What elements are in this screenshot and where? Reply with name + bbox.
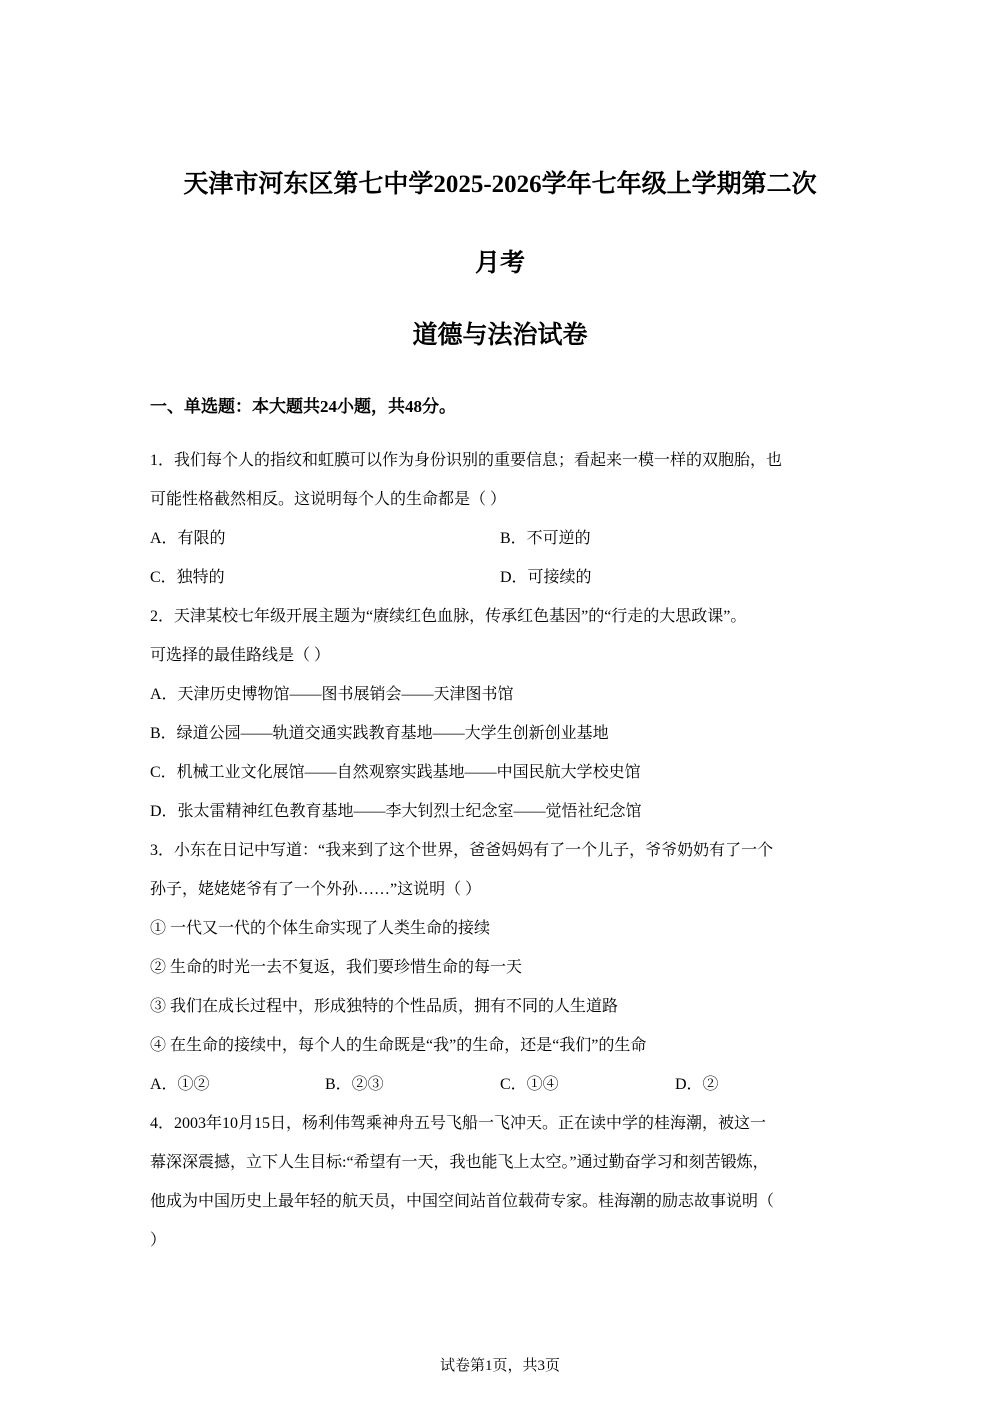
q3-statement-2: ② 生命的时光一去不复返，我们要珍惜生命的每一天 xyxy=(150,959,523,976)
q4-stem-line3: 他成为中国历史上最年轻的航天员，中国空间站首位载荷专家。桂海潮的励志故事说明（ xyxy=(150,1193,775,1210)
q1-option-a: A．有限的 xyxy=(150,530,226,547)
q3-option-c: C．①④ xyxy=(500,1076,559,1093)
exam-title-line2: 月考 xyxy=(474,250,525,277)
q2-option-d: D．张太雷精神红色教育基地——李大钊烈士纪念室——觉悟社纪念馆 xyxy=(150,803,642,820)
q2-option-a: A．天津历史博物馆——图书展销会——天津图书馆 xyxy=(150,686,514,703)
q1-option-b: B．不可逆的 xyxy=(500,530,591,547)
section-heading: 一、单选题：本大题共24小题，共48分。 xyxy=(150,397,456,416)
q4-stem-line1: 4．2003年10月15日，杨利伟驾乘神舟五号飞船一飞冲天。正在读中学的桂海潮，被这一 xyxy=(150,1115,767,1132)
q1-stem-line2: 可能性格截然相反。这说明每个人的生命都是（ ） xyxy=(150,491,507,508)
q3-option-b: B．②③ xyxy=(325,1076,384,1093)
q2-option-b: B．绿道公园——轨道交通实践教育基地——大学生创新创业基地 xyxy=(150,725,609,742)
q1-stem-line1: 1．我们每个人的指纹和虹膜可以作为身份识别的重要信息；看起来一模一样的双胞胎，也 xyxy=(150,452,783,469)
q3-option-a: A．①② xyxy=(150,1076,210,1093)
exam-title-line1: 天津市河东区第七中学2025-2026学年七年级上学期第二次 xyxy=(183,171,817,198)
q3-stem-line2: 孙子，姥姥姥爷有了一个外孙……”这说明（ ） xyxy=(150,881,482,898)
exam-subject-title: 道德与法治试卷 xyxy=(412,322,588,349)
q4-stem-line2: 幕深深震撼，立下人生目标:“希望有一天，我也能飞上太空。”通过勤奋学习和刻苦锻炼， xyxy=(150,1154,769,1171)
q1-option-c: C．独特的 xyxy=(150,569,225,586)
q3-statement-3: ③ 我们在成长过程中，形成独特的个性品质，拥有不同的人生道路 xyxy=(150,998,619,1015)
q3-statement-4: ④ 在生命的接续中，每个人的生命既是“我”的生命，还是“我们”的生命 xyxy=(150,1037,647,1054)
q2-stem-line1: 2．天津某校七年级开展主题为“赓续红色血脉，传承红色基因”的“行走的大思政课”。 xyxy=(150,608,747,625)
q4-stem-line4: ） xyxy=(150,1232,167,1249)
q3-stem-line1: 3．小东在日记中写道：“我来到了这个世界，爸爸妈妈有了一个儿子，爷爷奶奶有了一个 xyxy=(150,842,774,859)
q2-option-c: C．机械工业文化展馆——自然观察实践基地——中国民航大学校史馆 xyxy=(150,764,641,781)
q3-option-d: D．② xyxy=(675,1076,719,1093)
page-footer: 试卷第1页，共3页 xyxy=(439,1358,560,1374)
q1-option-d: D．可接续的 xyxy=(500,569,592,586)
q2-stem-line2: 可选择的最佳路线是（ ） xyxy=(150,647,331,664)
q3-statement-1: ① 一代又一代的个体生命实现了人类生命的接续 xyxy=(150,920,491,937)
